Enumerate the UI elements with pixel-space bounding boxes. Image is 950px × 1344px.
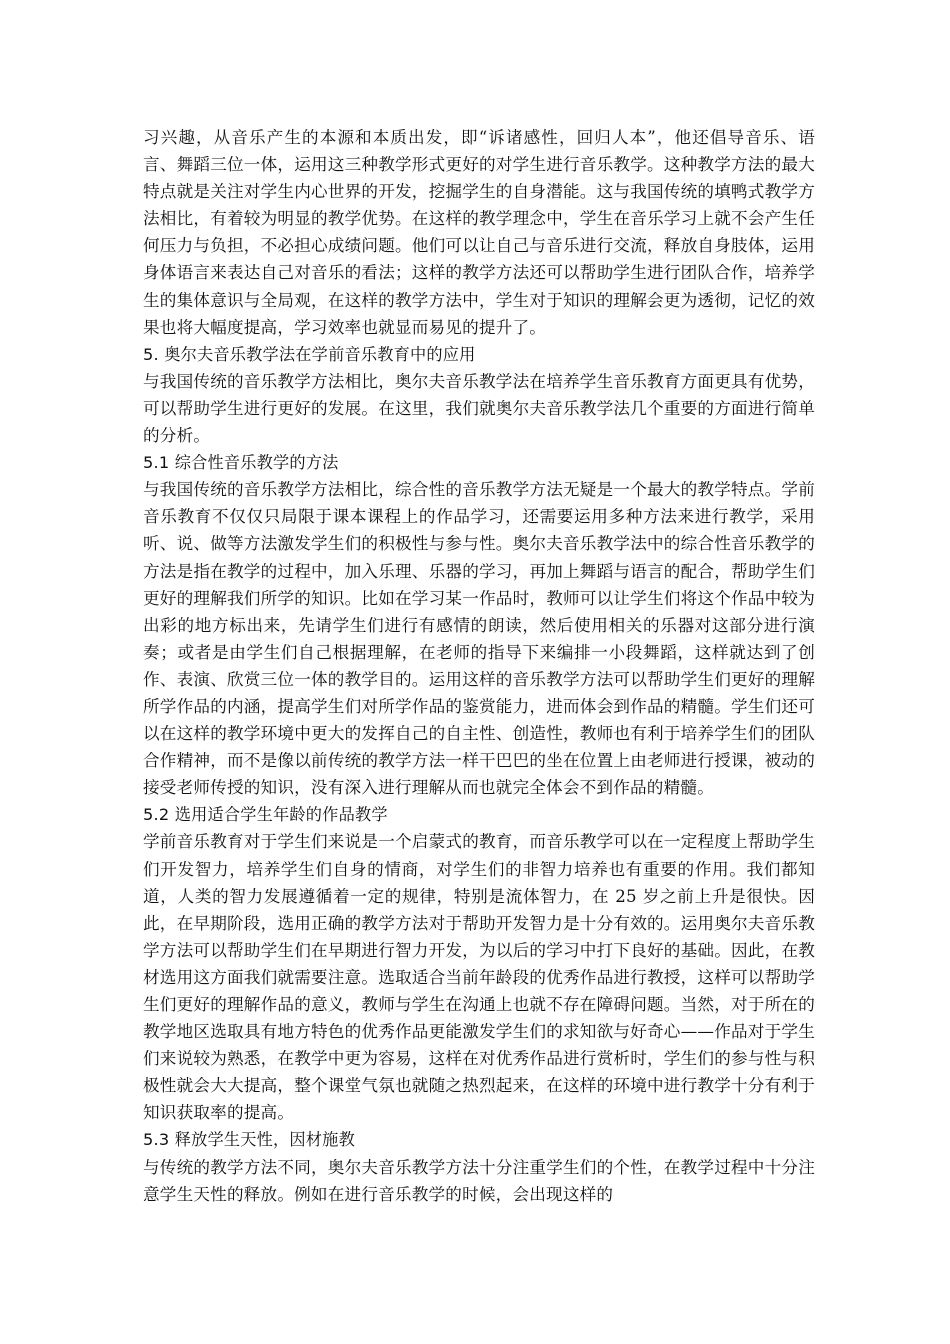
paragraph-section-5: 与我国传统的音乐教学方法相比，奥尔夫音乐教学法在培养学生音乐教育方面更具有优势，可以帮助学生进行更好的发展。在这里，我们就奥尔夫音乐教学法几个重要的方面进行简单的分析。 <box>143 371 815 446</box>
document-body <box>143 124 815 1208</box>
heading-section-5: 5. 奥尔夫音乐教学法在学前音乐教育中的应用 <box>143 344 476 364</box>
paragraph-section-5-2: 学前音乐教育对于学生们来说是一个启蒙式的教育，而音乐教学可以在一定程度上帮助学生们开发智力，培养学生们自身的情商，对学生们的非智力培养也有重要的作用。我们都知道，人类的智力发展遵循着一定的规律，特别是流体智力，在 25 岁之前上升是很快。因此，在早期阶段，选用正确的教学方法对于帮助开发智力是十分有效的。运用奥尔夫音乐教学方法可以帮助学生们在早期进行智力开发，为以后的学习中打下良好的基础。因此，在教材选用这方面我们就需要注意。选取适合当前年龄段的优秀作品进行教授，这样可以帮助学生们更好的理解作品的意义，教师与学生在沟通上也就不存在障碍问题。当然，对于所在的教学地区选取具有地方特色的优秀作品更能激发学生们的求知欲与好奇心——作品对于学生们来说较为熟悉，在教学中更为容易，这样在对优秀作品进行赏析时，学生们的参与性与积极性就会大大提高，整个课堂气氛也就随之热烈起来，在这样的环境中进行教学十分有利于知识获取率的提高。 <box>143 832 815 1123</box>
paragraph-intro: 习兴趣，从音乐产生的本源和本质出发，即“诉诸感性，回归人本”，他还倡导音乐、语言、舞蹈三位一体，运用这三种教学形式更好的对学生进行音乐教学。这种教学方法的最大特点就是关注对学生内心世界的开发，挖掘学生的自身潜能。这与我国传统的填鸭式教学方法相比，有着较为明显的教学优势。在这样的教学理念中，学生在音乐学习上就不会产生任何压力与负担，不必担心成绩问题。他们可以让自己与音乐进行交流，释放自身肢体，运用身体语言来表达自己对音乐的看法；这样的教学方法还可以帮助学生进行团队合作，培养学生的集体意识与全局观，在这样的教学方法中，学生对于知识的理解会更为透彻，记忆的效果也将大幅度提高，学习效率也就显而易见的提升了。 <box>143 128 815 337</box>
heading-section-5-1: 5.1 综合性音乐教学的方法 <box>143 453 339 473</box>
heading-section-5-3: 5.3 释放学生天性，因材施教 <box>143 1130 355 1150</box>
heading-section-5-2: 5.2 选用适合学生年龄的作品教学 <box>143 805 388 825</box>
paragraph-section-5-1: 与我国传统的音乐教学方法相比，综合性的音乐教学方法无疑是一个最大的教学特点。学前音乐教育不仅仅只局限于课本课程上的作品学习，还需要运用多种方法来进行教学，采用听、说、做等方法激发学生们的积极性与参与性。奥尔夫音乐教学法中的综合性音乐教学的方法是指在教学的过程中，加入乐理、乐器的学习，再加上舞蹈与语言的配合，帮助学生们更好的理解我们所学的知识。比如在学习某一作品时，教师可以让学生们将这个作品中较为出彩的地方标出来，先请学生们进行有感情的朗读，然后使用相关的乐器对这部分进行演奏；或者是由学生们自己根据理解，在老师的指导下来编排一小段舞蹈，这样就达到了创作、表演、欣赏三位一体的教学目的。运用这样的音乐教学方法可以帮助学生们更好的理解所学作品的内涵，提高学生们对所学作品的鉴赏能力，进而体会到作品的精髓。学生们还可以在这样的教学环境中更大的发挥自己的自主性、创造性，教师也有利于培养学生们的团队合作精神，而不是像以前传统的教学方法一样干巴巴的坐在位置上由老师进行授课，被动的接受老师传授的知识，没有深入进行理解从而也就完全体会不到作品的精髓。 <box>143 480 815 798</box>
paragraph-section-5-3: 与传统的教学方法不同，奥尔夫音乐教学方法十分注重学生们的个性，在教学过程中十分注意学生天性的释放。例如在进行音乐教学的时候，会出现这样的 <box>143 1157 815 1204</box>
